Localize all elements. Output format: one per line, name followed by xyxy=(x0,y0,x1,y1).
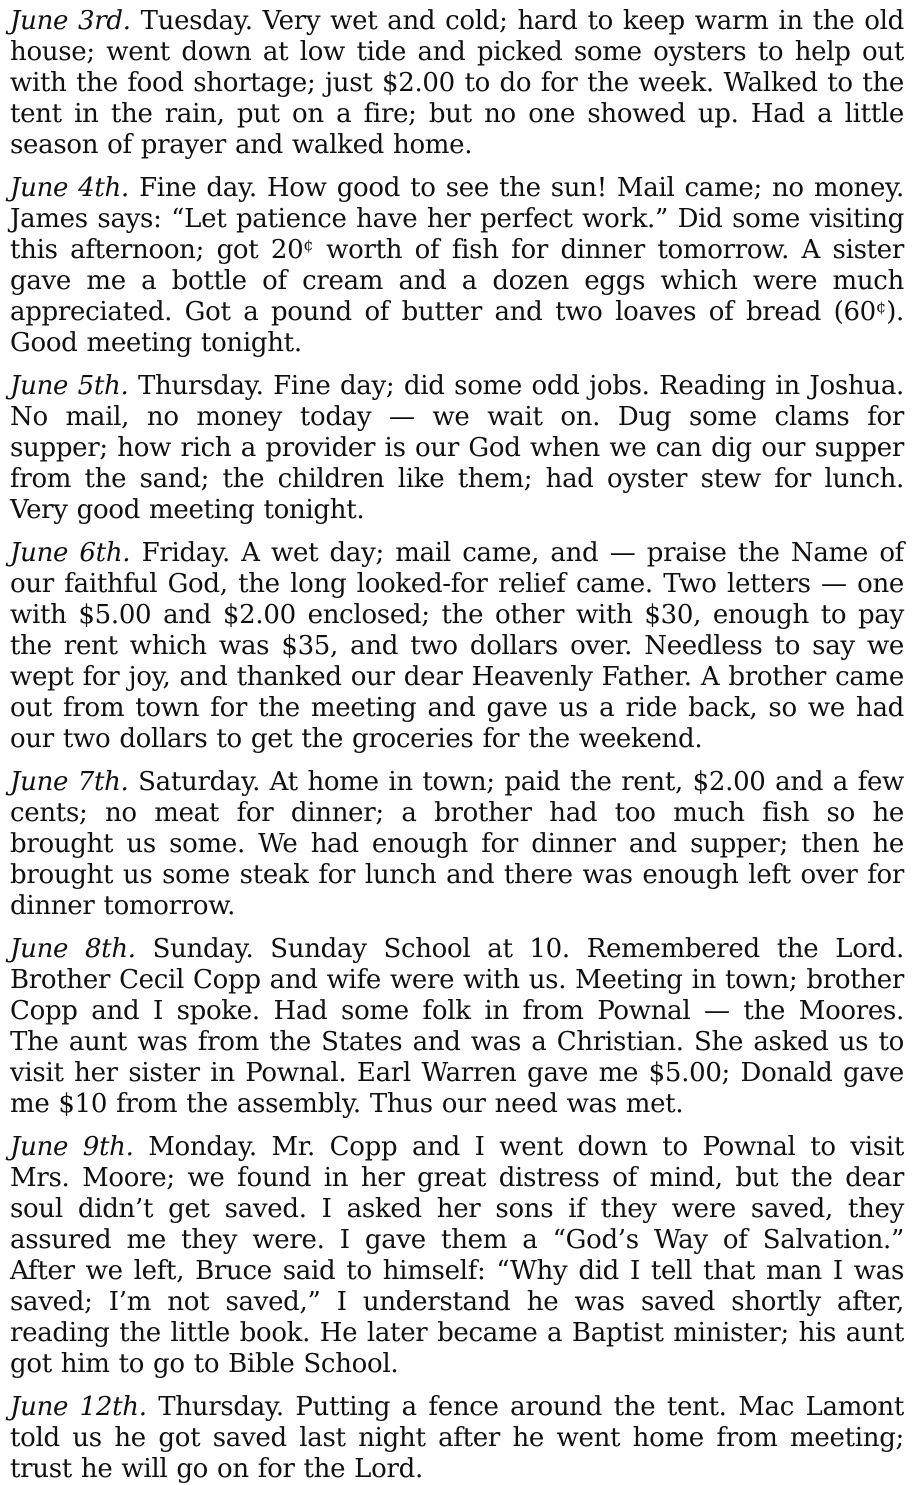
diary-entry-june-4th xyxy=(10,173,904,359)
entry-body: Tuesday. Very wet and cold; hard to keep warm in the old house; went down at low tide and picked some oysters to help out with the food shortage; just $2.00 to do for the week. Walked to the tent in the rain, put on a fire; but no one showed up. Had a little season of prayer and walked home. xyxy=(10,6,904,160)
diary-entry-june-12th xyxy=(10,1392,904,1485)
entry-body: Thursday. Fine day; did some odd jobs. Reading in Joshua. No mail, no money today — we wait on. Dug some clams for supper; how rich a provider is our God when we can dig our supper from the sand; the children like them; had oyster stew for lunch. Very good meeting tonight. xyxy=(10,371,904,525)
diary-entry-june-3rd xyxy=(10,6,904,161)
entry-body-part: worth of fish for dinner tomorrow. A sister gave me a bottle of cream and a dozen eggs which were much appreciated. Got a pound of butter and two loaves of bread (60 xyxy=(10,235,904,327)
entry-body: Saturday. At home in town; paid the rent, $2.00 and a few cents; no meat for dinner; a brother had too much fish so he brought us some. We had enough for dinner and supper; then he brought us some steak for lunch and there was enough left over for dinner tomorrow. xyxy=(10,767,904,921)
entry-body: Monday. Mr. Copp and I went down to Pownal to visit Mrs. Moore; we found in her great distress of mind, but the dear soul didn’t get saved. I asked her sons if they were saved, they assured me they were. I gave them a “God’s Way of Salvation.” After we left, Bruce said to himself: “Why did I tell that man I was saved; I’m not saved,” I understand he was saved shortly after, reading the little book. He later became a Baptist minister; his aunt got him to go to Bible School. xyxy=(10,1132,904,1379)
diary-entry-june-6th xyxy=(10,538,904,755)
diary-entry-june-5th xyxy=(10,371,904,526)
entry-date: June 3rd. xyxy=(10,6,131,36)
diary-entry-june-8th xyxy=(10,934,904,1120)
cent-sign: ¢ xyxy=(875,296,887,316)
diary-entry-june-9th xyxy=(10,1132,904,1380)
entry-body-part: Fine day. How good to see the sun! Mail came; no money. James says: “Let patience have her perfect work.” Did some visiting this afternoon; got 20 xyxy=(10,173,904,265)
entry-date: June 9th. xyxy=(10,1132,134,1162)
entry-body: Sunday. Sunday School at 10. Remembered the Lord. Brother Cecil Copp and wife were with us. Meeting in town; brother Copp and I spoke. Had some folk in from Pownal — the Moores. The aunt was from the States and was a Christian. She asked us to visit her sister in Pownal. Earl Warren gave me $5.00; Donald gave me $10 from the assembly. Thus our need was met. xyxy=(10,934,904,1119)
entry-body-part: ). Good meeting tonight. xyxy=(10,297,904,358)
entry-date: June 7th. xyxy=(10,767,129,797)
entry-date: June 5th. xyxy=(10,371,129,401)
entry-body: Thursday. Putting a fence around the tent. Mac Lamont told us he got saved last night after he went home from meeting; trust he will go on for the Lord. xyxy=(10,1392,905,1484)
cent-sign: ¢ xyxy=(303,234,314,254)
diary-entry-june-7th xyxy=(10,767,904,922)
entry-date: June 12th. xyxy=(10,1392,147,1422)
entry-date: June 6th. xyxy=(10,538,131,568)
entry-body: Friday. A wet day; mail came, and — praise the Name of our faithful God, the long looked-for relief came. Two letters — one with $5.00 and $2.00 enclosed; the other with $30, enough to pay the rent which was $35, and two dollars over. Needless to say we wept for joy, and thanked our dear Heavenly Father. A brother came out from town for the meeting and gave us a ride back, so we had our two dollars to get the groceries for the weekend. xyxy=(10,538,904,754)
entry-date: June 8th. xyxy=(10,934,136,964)
entry-date: June 4th. xyxy=(10,173,129,203)
